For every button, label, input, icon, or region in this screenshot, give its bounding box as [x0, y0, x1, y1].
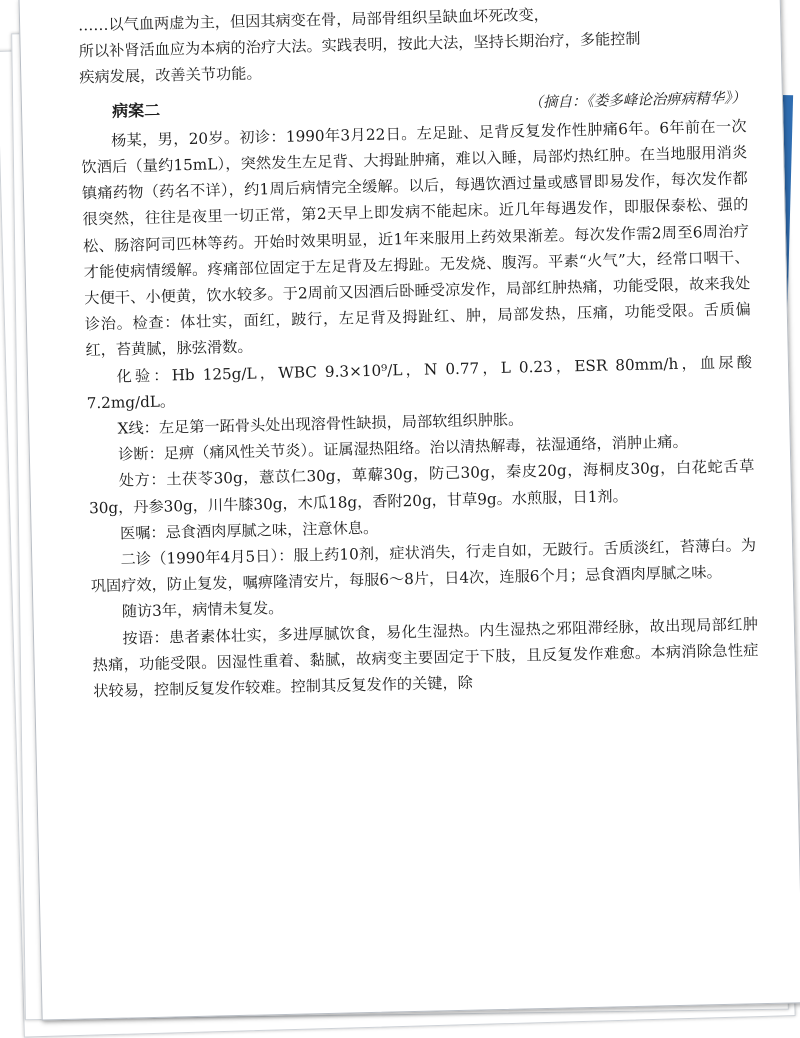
commentary-paragraph: 按语：患者素体壮实，多进厚腻饮食，易化生湿热。内生湿热之邪阻滞经脉，故出现局部红肿热痛，功能受限。因湿性重着、黏腻，故病变主要固定于下肢，且反复发作难愈。本病消除急性症状较易，控制反复发作较难。控制其反复发作的关键，除: [92, 614, 759, 701]
diagnosis-paragraph: 诊断：足痹（痛风性关节炎）。证属湿热阻络。治以清热解毒，祛湿通络，消肿止痛。: [118, 432, 688, 464]
prescription-paragraph: 处方：土茯苓30g，薏苡仁30g，萆薢30g，防己30g，秦皮20g，海桐皮30g，白花蛇舌草30g，丹参30g，川牛膝30g，木瓜18g，香附20g，甘草9g。水煎服，日1剂。: [88, 457, 755, 517]
follow-up-paragraph: 随访3年，病情未复发。: [121, 599, 284, 622]
xray-paragraph: X线：左足第一跖骨头处出现溶骨性缺损，局部软组织肿胀。: [117, 410, 524, 438]
case-title: 病案二: [111, 100, 161, 121]
text-line: ……以气血两虚为主，但因其病变在骨，局部骨组织呈缺血坏死改变，: [77, 5, 550, 35]
case-history-paragraph: 杨某，男，20岁。初诊：1990年3月22日。左足趾、足背反复发作性肿痛6年。6年前在一次饮酒后（量约15mL），突然发生左足背、大拇趾肿痛，难以入睡，局部灼热红肿。在当地服用消炎镇痛药物（药名不详），约1周后病情完全缓解。以后，每遇饮酒过量或感冒即易发作，每次发作都很突然，往往是夜里一切正常，第2天早上即发病不能起床。近几年每遇发作，即服保泰松、强的松、肠溶阿司匹林等药。开始时效果明显，近1年来服用上药效果渐差。每次发作需2周至6周治疗才能使病情缓解。疼痛部位固定于左足背及左拇趾。无发烧、腹泻。平素“火气”大，经常口咽干、大便干、小便黄，饮水较多。于2周前又因酒后卧睡受凉发作，局部红肿热痛，功能受限，故来我处诊治。检查：体壮实，面红，跛行，左足背及拇趾红、肿，局部发热，压痛，功能受限。舌质偏红，苔黄腻，脉弦滑数。: [81, 117, 751, 360]
medical-advice-paragraph: 医嘱：忌食酒肉厚腻之味，注意休息。: [119, 518, 379, 543]
page-content: [78, 0, 760, 705]
text-line: 所以补肾活血应为本病的治疗大法。实践表明，按此大法，坚持长期治疗，多能控制: [78, 29, 641, 61]
book-page: [19, 0, 800, 1021]
source-citation: （摘自：《娄多峰论治痹病精华》）: [528, 89, 747, 111]
lab-test-paragraph: 化验：Hb 125g/L，WBC 9.3×10⁹/L，N 0.77，L 0.23，ESR 80mm/h，血尿酸7.2mg/dL。: [86, 352, 753, 413]
second-visit-paragraph: 二诊（1990年4月5日）：服上药10剂，症状消失，行走自如，无跛行。舌质淡红，苔薄白。为巩固疗效，防止复发，嘱痹隆清安片，每服6～8片，日4次，连服6个月；忌食酒肉厚腻之味。: [90, 536, 757, 596]
text-line: 疾病发展，改善关节功能。: [79, 64, 262, 87]
